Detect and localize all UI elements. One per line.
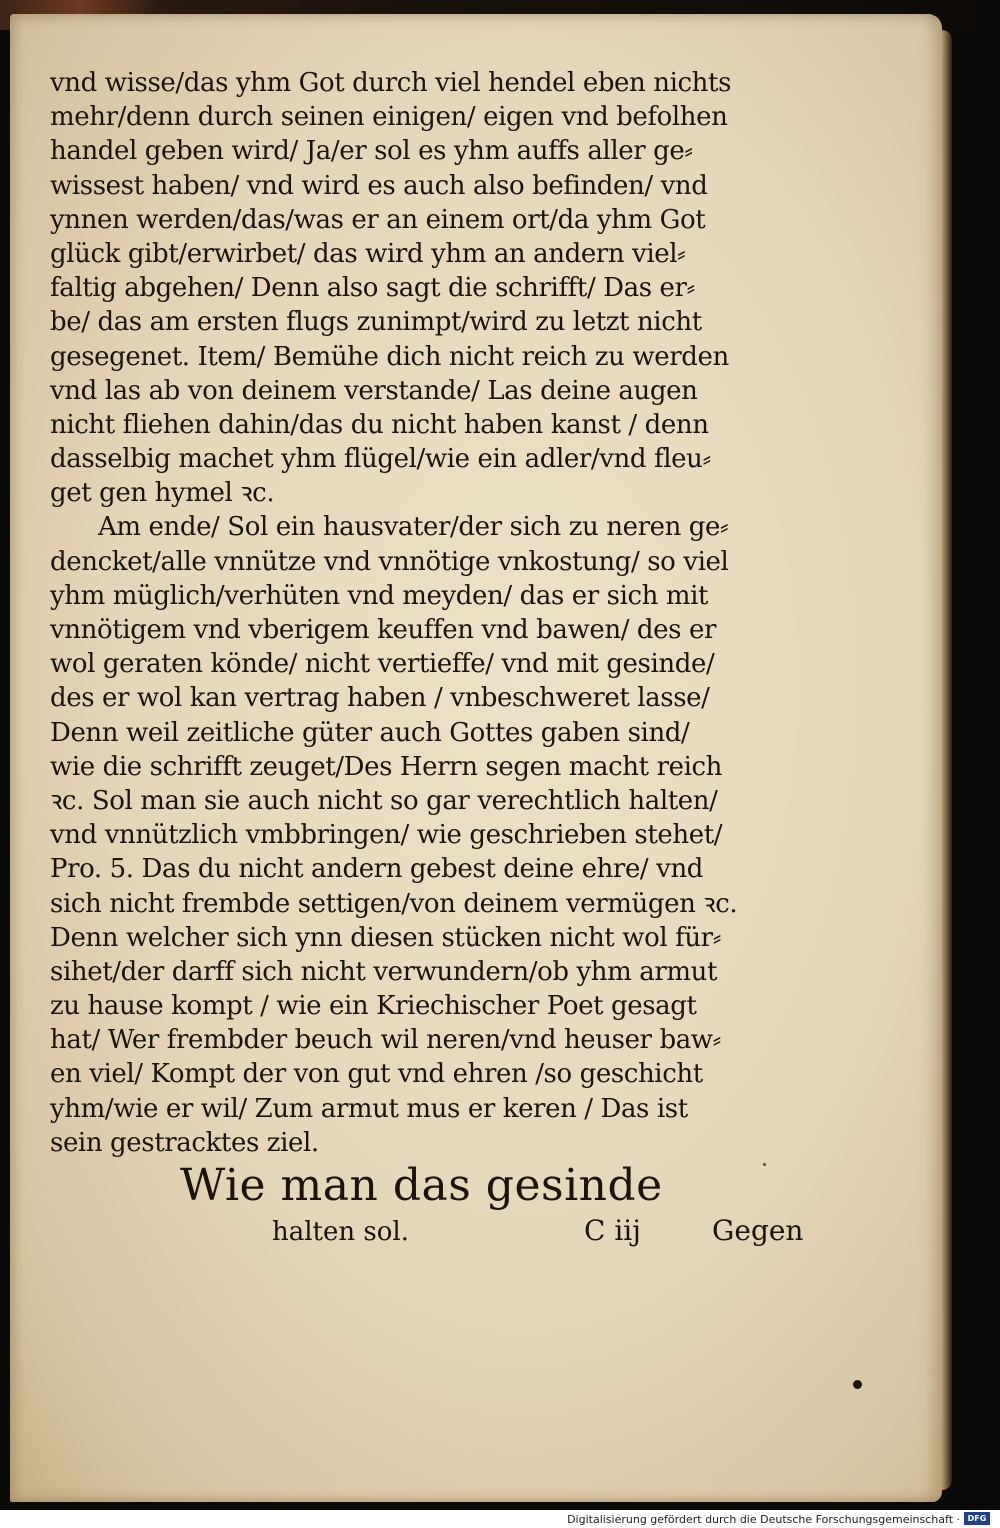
- text-line: Denn weil zeitliche güter auch Gottes gaben sind/: [50, 717, 690, 748]
- text-line: zu hause kompt / wie ein Kriechischer Poet gesagt: [50, 991, 697, 1022]
- text-line: nicht fliehen dahin/das du nicht haben kanst / denn: [50, 409, 709, 440]
- text-line: ynnen werden/das/was er an einem ort/da yhm Got: [50, 204, 706, 235]
- text-line: sich nicht frembde settigen/von deinem vermügen ꝛc.: [50, 888, 738, 919]
- text-line: ꝛc. Sol man sie auch nicht so gar verechtlich halten/: [50, 785, 718, 816]
- text-line: dasselbig machet yhm flügel/wie ein adler/vnd fleu⸗: [50, 444, 711, 475]
- signature-mark: C iij: [584, 1214, 641, 1247]
- paragraph-start-line: Am ende/ Sol ein hausvater/der sich zu neren ge⸗: [98, 512, 729, 543]
- text-line: yhm/wie er wil/ Zum armut mus er keren / Das ist: [50, 1093, 688, 1124]
- text-line: get gen hymel ꝛc.: [50, 478, 275, 509]
- text-line: sihet/der darff sich nicht verwundern/ob yhm armut: [50, 956, 718, 987]
- body-text: [50, 66, 820, 1160]
- text-line: Pro. 5. Das du nicht andern gebest deine ehre/ vnd: [50, 854, 704, 885]
- ink-speck: [763, 1163, 766, 1166]
- text-line: vnnötigem vnd vberigem keuffen vnd bawen/ des er: [50, 615, 716, 645]
- section-heading: Wie man das gesinde: [180, 1160, 663, 1211]
- text-line: vnd wisse/das yhm Got durch viel hendel eben nichts: [50, 68, 732, 98]
- text-line: mehr/denn durch seinen einigen/ eigen vnd befolhen: [50, 102, 728, 133]
- text-line: Denn welcher sich ynn diesen stücken nicht wol für⸗: [50, 922, 721, 953]
- dfg-logo-icon: DFG: [964, 1512, 990, 1525]
- text-line: gesegenet. Item/ Bemühe dich nicht reich zu werden: [50, 341, 729, 372]
- text-line: hat/ Wer frembder beuch wil neren/vnd heuser baw⸗: [50, 1025, 721, 1056]
- text-line: be/ das am ersten flugs zunimpt/wird zu letzt nicht: [50, 307, 702, 338]
- text-line: vnd vnnützlich vmbbringen/ wie geschrieben stehet/: [50, 820, 723, 851]
- text-line: vnd las ab von deinem verstande/ Las deine augen: [50, 375, 698, 406]
- text-line: wol geraten könde/ nicht vertieffe/ vnd mit gesinde/: [50, 649, 715, 680]
- text-line: faltig abgehen/ Denn also sagt die schrifft/ Das er⸗: [50, 273, 695, 304]
- section-heading-continuation: halten sol.: [272, 1217, 409, 1247]
- funding-credit: Digitalisierung gefördert durch die Deutsche Forschungsgemeinschaft ·: [567, 1513, 960, 1526]
- text-line: sein gestracktes ziel.: [50, 1127, 319, 1158]
- text-line: wissest haben/ vnd wird es auch also befinden/ vnd: [50, 170, 708, 201]
- text-line: glück gibt/erwirbet/ das wird yhm an andern viel⸗: [50, 238, 686, 269]
- text-line: wie die schrifft zeuget/Des Herrn segen macht reich: [50, 751, 723, 782]
- text-line: handel geben wird/ Ja/er sol es yhm auffs aller ge⸗: [50, 136, 693, 167]
- text-line: dencket/alle vnnütze vnd vnnötige vnkostung/ so viel: [50, 546, 729, 577]
- text-line: des er wol kan vertrag haben / vnbeschweret lasse/: [50, 683, 710, 714]
- catchword: Gegen: [712, 1214, 804, 1247]
- ink-dot: [853, 1380, 862, 1389]
- text-line: en viel/ Kompt der von gut vnd ehren /so geschicht: [50, 1059, 703, 1090]
- text-line: yhm müglich/verhüten vnd meyden/ das er sich mit: [50, 580, 709, 611]
